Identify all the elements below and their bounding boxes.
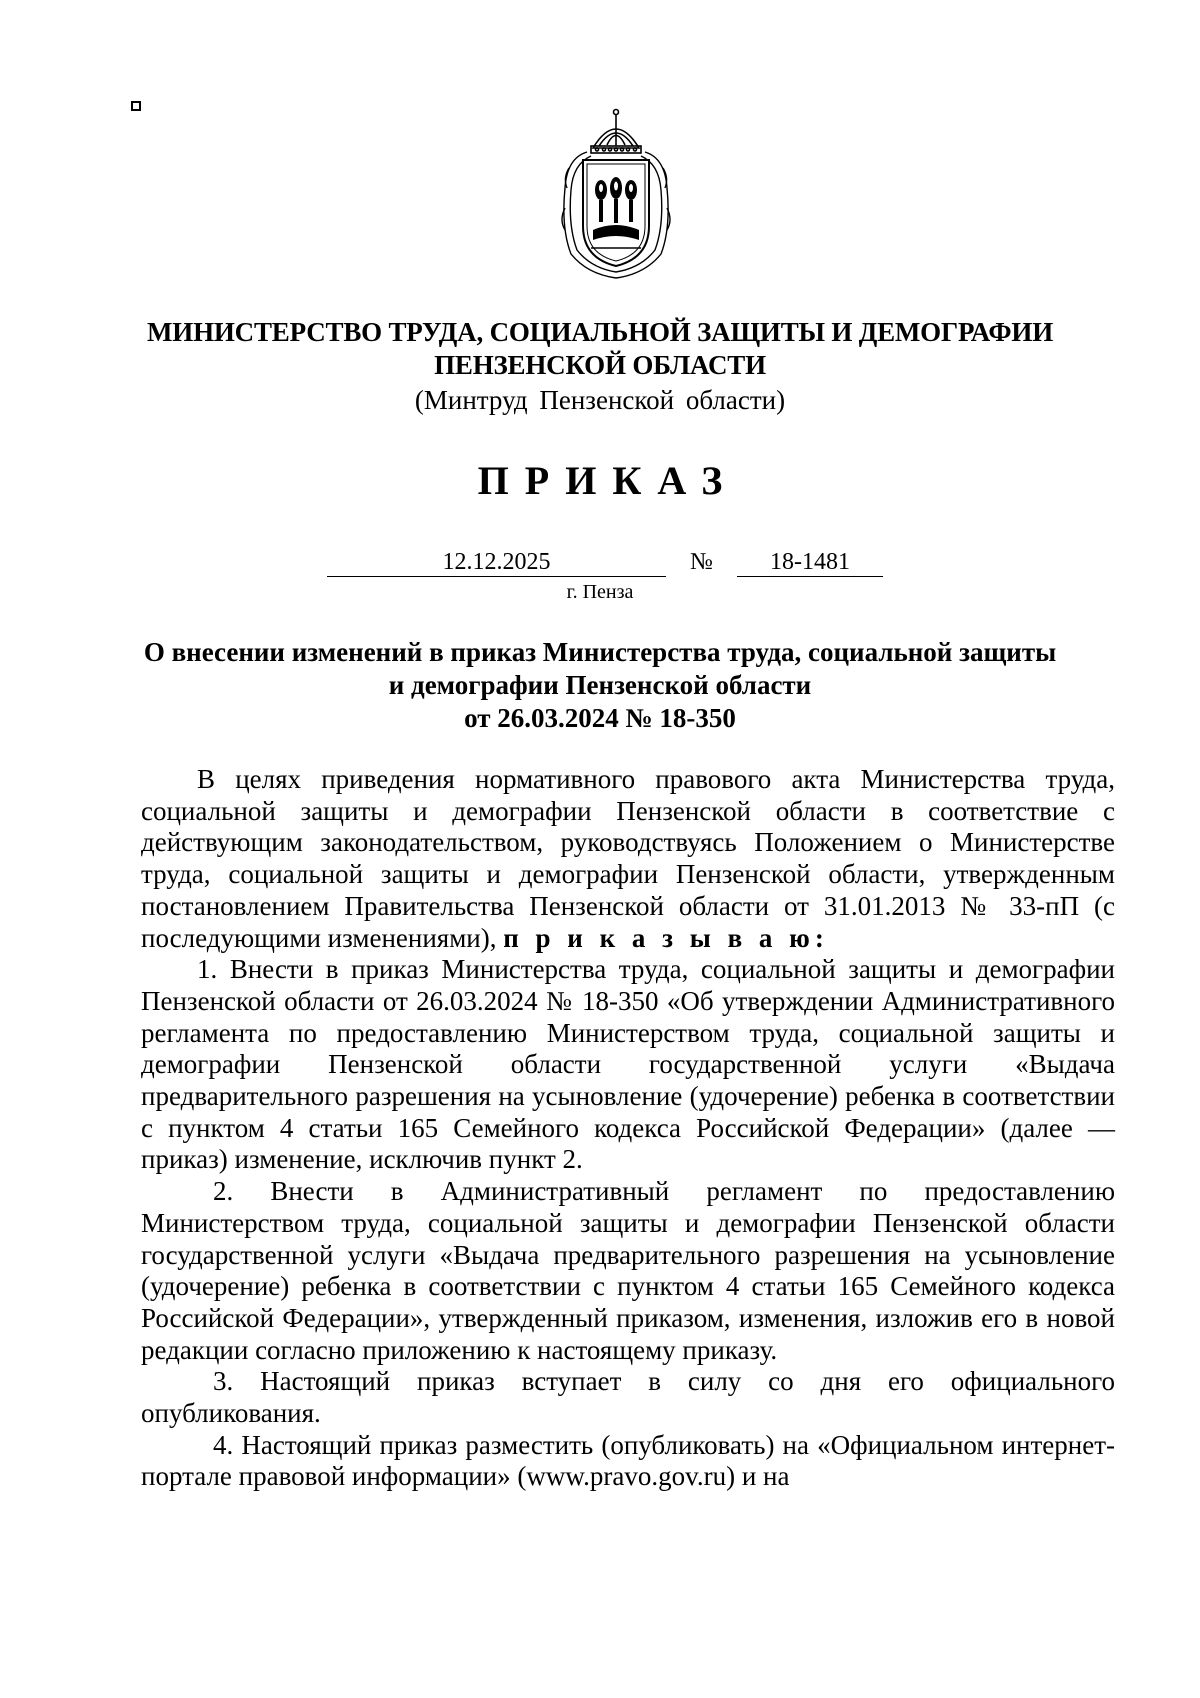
item-1-paragraph: 1. Внести в приказ Министерства труда, социальной защиты и демографии Пензенской области от 26.03.2024 № 18-350 «Об утверждении Административного регламента по предоставлению Министерством труда, социальной защиты и демографии Пензенской области государственной услуги «Выдача предварительного разрешения на усыновление (удочерение) ребенка в соответствии с пунктом 4 статьи 165 Семейного кодекса Российской Федерации» (далее — приказ) изменение, исключив пункт 2. xyxy=(141,954,1115,1175)
document-type-heading: ПРИКАЗ xyxy=(477,458,739,503)
organization-title-line2: ПЕНЗЕНСКОЙ ОБЛАСТИ xyxy=(434,350,766,380)
organization-title xyxy=(100,316,1100,382)
organization-short-name: (Минтруд Пензенской области) xyxy=(414,385,786,415)
order-subject-line1: О внесении изменений в приказ Министерства труда, социальной защиты xyxy=(143,637,1057,667)
order-subject-line2: и демографии Пензенской области xyxy=(388,670,812,700)
number-sign: № xyxy=(690,549,713,575)
order-word: п р и к а з ы в а ю: xyxy=(503,922,829,953)
order-subject xyxy=(100,636,1100,735)
order-body xyxy=(141,764,1115,1493)
preamble-paragraph xyxy=(141,764,1115,954)
order-subject-line3: от 26.03.2024 № 18-350 xyxy=(464,703,736,733)
checkbox-square-icon xyxy=(131,101,141,111)
item-3-paragraph: 3. Настоящий приказ вступает в силу со дня его официального опубликования. xyxy=(141,1366,1115,1429)
city-label: г. Пенза xyxy=(566,581,634,603)
organization-title-line1: МИНИСТЕРСТВО ТРУДА, СОЦИАЛЬНОЙ ЗАЩИТЫ И ДЕМОГРАФИИ xyxy=(146,317,1053,347)
coat-of-arms-icon xyxy=(557,108,675,280)
order-number: 18-1481 xyxy=(737,548,883,577)
item-2-paragraph: 2. Внести в Административный регламент по предоставлению Министерством труда, социальной защиты и демографии Пензенской области государственной услуги «Выдача предварительного разрешения на усыновление (удочерение) ребенка в соответствии с пунктом 4 статьи 165 Семейного кодекса Российской Федерации», утвержденный приказом, изменения, изложив его в новой редакции согласно приложению к настоящему приказу. xyxy=(141,1176,1115,1365)
preamble-text: В целях приведения нормативного правового акта Министерства труда, социальной защиты и демографии Пензенской области в соответствие с действующим законодательством, руководствуясь Положением о Министерстве труда, социальной защиты и демографии Пензенской области, утвержденным постановлением Правительства Пензенской области от 31.01.2013 № 33-пП (с последующими изменениями), xyxy=(141,764,1115,953)
item-4-paragraph: 4. Настоящий приказ разместить (опубликовать) на «Официальном интернет-портале правовой информации» (www.pravo.gov.ru) и на xyxy=(141,1429,1115,1492)
order-date: 12.12.2025 xyxy=(327,548,666,577)
